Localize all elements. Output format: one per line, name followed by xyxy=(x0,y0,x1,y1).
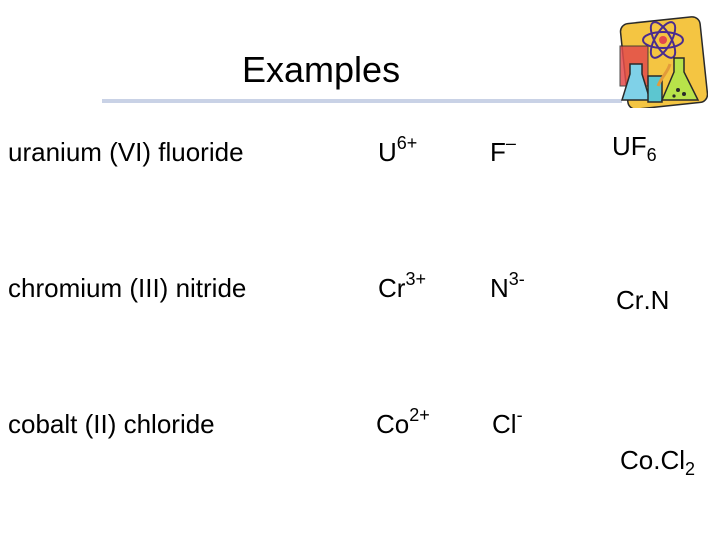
cation xyxy=(378,269,426,304)
cation xyxy=(378,133,418,168)
anion xyxy=(492,405,523,440)
title-divider xyxy=(102,99,622,103)
anion-symbol: F xyxy=(490,137,506,167)
formula xyxy=(620,444,696,479)
formula-subscript: 2 xyxy=(685,459,696,479)
anion xyxy=(490,133,516,168)
cation-symbol: U xyxy=(378,137,397,167)
cation-charge: 2+ xyxy=(409,405,430,425)
cation-charge: 3+ xyxy=(405,269,426,289)
formula-subscript: 6 xyxy=(646,145,657,165)
anion-charge: - xyxy=(516,405,523,425)
formula xyxy=(612,130,657,165)
compound-name: chromium (III) nitride xyxy=(8,273,247,303)
compound-name: uranium (VI) fluoride xyxy=(8,137,244,167)
anion-symbol: N xyxy=(490,273,509,303)
cation-symbol: Co xyxy=(376,409,410,439)
compound-name: cobalt (II) chloride xyxy=(8,409,215,439)
anion-symbol: Cl xyxy=(492,409,517,439)
slide-title: Examples xyxy=(242,49,401,90)
cation-charge: 6+ xyxy=(396,133,418,153)
anion-charge: 3- xyxy=(508,269,525,289)
anion xyxy=(490,269,525,304)
formula xyxy=(616,284,669,316)
formula-base: UF xyxy=(612,131,647,161)
anion-charge: – xyxy=(505,133,516,153)
cation xyxy=(376,405,430,440)
cation-symbol: Cr xyxy=(378,273,406,303)
formula-tail: .N xyxy=(643,285,670,315)
formula-base: Co.Cl xyxy=(620,445,686,475)
science-lab-flasks-atom-icon xyxy=(618,16,708,108)
formula-base: Cr xyxy=(616,285,644,315)
